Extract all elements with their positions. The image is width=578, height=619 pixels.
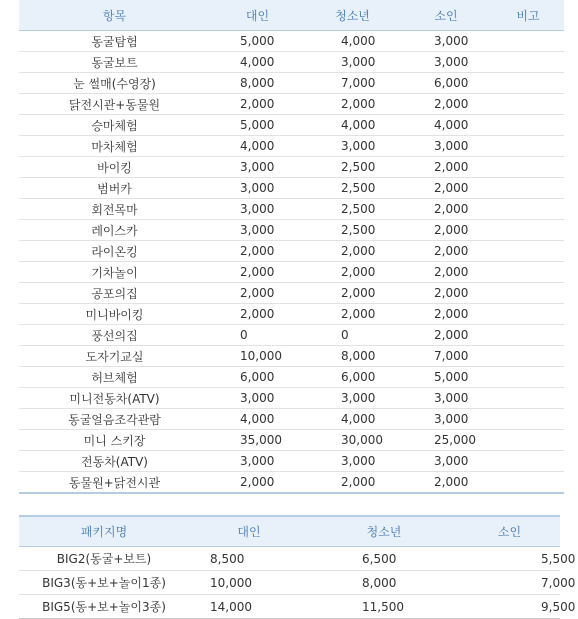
adult-price-cell: 8,500 bbox=[189, 547, 309, 571]
table-row bbox=[19, 451, 564, 472]
item-name-cell: 승마체험 bbox=[19, 115, 210, 136]
child-price-cell: 2,000 bbox=[400, 199, 492, 220]
table-row bbox=[19, 430, 564, 451]
child-price-cell: 2,000 bbox=[400, 157, 492, 178]
adult-price-cell: 0 bbox=[210, 325, 305, 346]
child-price-cell: 2,000 bbox=[400, 220, 492, 241]
child-price-cell: 5,500 bbox=[459, 547, 560, 571]
child-price-cell: 25,000 bbox=[400, 430, 492, 451]
child-price-cell: 2,000 bbox=[400, 94, 492, 115]
table-row bbox=[19, 571, 560, 595]
table-row bbox=[19, 283, 564, 304]
adult-price-cell: 2,000 bbox=[210, 94, 305, 115]
youth-price-cell: 2,500 bbox=[305, 220, 400, 241]
item-name-cell: 눈 썰매(수영장) bbox=[19, 73, 210, 94]
adult-price-cell: 2,000 bbox=[210, 262, 305, 283]
child-price-cell: 2,000 bbox=[400, 178, 492, 199]
header-adult: 대인 bbox=[210, 0, 305, 31]
item-name-cell: 닭전시관+동물원 bbox=[19, 94, 210, 115]
table-row bbox=[19, 199, 564, 220]
adult-price-cell: 3,000 bbox=[210, 199, 305, 220]
table-row bbox=[19, 178, 564, 199]
note-cell bbox=[492, 346, 564, 367]
child-price-cell: 2,000 bbox=[400, 304, 492, 325]
header-package-name: 패키지명 bbox=[19, 516, 189, 547]
child-price-cell: 2,000 bbox=[434, 475, 469, 489]
table-row bbox=[19, 262, 564, 283]
child-price-cell: 7,000 bbox=[459, 571, 560, 595]
note-cell bbox=[492, 472, 564, 494]
child-price-cell: 3,000 bbox=[400, 136, 492, 157]
youth-price-cell: 2,500 bbox=[305, 199, 400, 220]
youth-price-cell: 2,000 bbox=[305, 262, 400, 283]
youth-price-cell: 4,000 bbox=[305, 409, 400, 430]
table-row bbox=[19, 547, 560, 571]
item-name-cell: 미니바이킹 bbox=[19, 304, 210, 325]
table-row bbox=[19, 157, 564, 178]
child-price-cell: 2,000 bbox=[400, 283, 492, 304]
table-row bbox=[19, 346, 564, 367]
item-name-cell: 동굴탐험 bbox=[19, 31, 210, 52]
youth-price-cell: 6,500 bbox=[309, 547, 459, 571]
note-cell bbox=[492, 115, 564, 136]
table-row bbox=[19, 31, 564, 52]
youth-price-cell: 2,500 bbox=[305, 157, 400, 178]
adult-price-cell: 2,000 bbox=[210, 241, 305, 262]
item-name-cell: 허브체험 bbox=[19, 367, 210, 388]
youth-price-cell: 3,000 bbox=[305, 136, 400, 157]
note-cell bbox=[492, 136, 564, 157]
header-adult: 대인 bbox=[189, 516, 309, 547]
item-name-cell: 미니 스키장 bbox=[19, 430, 210, 451]
header-child: 소인 bbox=[459, 516, 560, 547]
adult-price-cell: 10,000 bbox=[210, 346, 305, 367]
youth-price-cell: 0 bbox=[305, 325, 400, 346]
child-price-cell: 6,000 bbox=[400, 73, 492, 94]
table-row bbox=[19, 595, 560, 619]
package-name-cell: BIG2(동굴+보트) bbox=[19, 547, 189, 571]
child-price-cell: 7,000 bbox=[400, 346, 492, 367]
adult-price-cell: 4,000 bbox=[210, 136, 305, 157]
item-name-cell: 동굴얼음조각관람 bbox=[19, 409, 210, 430]
adult-price-cell: 4,000 bbox=[210, 409, 305, 430]
table-row bbox=[19, 136, 564, 157]
item-name-cell: 동굴보트 bbox=[19, 52, 210, 73]
adult-price-cell: 3,000 bbox=[210, 157, 305, 178]
adult-price-cell: 10,000 bbox=[189, 571, 309, 595]
youth-price-cell: 2,000 bbox=[305, 304, 400, 325]
adult-price-cell: 5,000 bbox=[210, 31, 305, 52]
header-note: 비고 bbox=[492, 0, 564, 31]
youth-price-cell: 7,000 bbox=[305, 73, 400, 94]
adult-price-cell: 8,000 bbox=[210, 73, 305, 94]
item-name-cell: 풍선의집 bbox=[19, 325, 210, 346]
youth-price-cell: 2,000 bbox=[305, 241, 400, 262]
note-cell bbox=[492, 325, 564, 346]
header-child: 소인 bbox=[400, 0, 492, 31]
header-item: 항목 bbox=[19, 0, 210, 31]
item-name-cell: 미니전동차(ATV) bbox=[19, 388, 210, 409]
adult-price-cell: 2,000 bbox=[240, 475, 275, 489]
note-cell bbox=[492, 94, 564, 115]
note-cell bbox=[492, 31, 564, 52]
adult-price-cell: 3,000 bbox=[210, 178, 305, 199]
note-cell bbox=[492, 451, 564, 472]
youth-price-cell: 4,000 bbox=[305, 31, 400, 52]
note-cell bbox=[492, 409, 564, 430]
adult-price-cell: 5,000 bbox=[210, 115, 305, 136]
youth-price-cell: 11,500 bbox=[309, 595, 459, 619]
item-name-cell: 도자기교실 bbox=[19, 346, 210, 367]
child-price-cell: 9,500 bbox=[459, 595, 560, 619]
youth-price-cell: 3,000 bbox=[305, 388, 400, 409]
header-youth: 청소년 bbox=[305, 0, 400, 31]
table-row bbox=[19, 304, 564, 325]
youth-price-cell: 8,000 bbox=[309, 571, 459, 595]
package-table-body bbox=[19, 547, 576, 619]
adult-price-cell: 14,000 bbox=[189, 595, 309, 619]
child-price-cell: 3,000 bbox=[400, 409, 492, 430]
table-row bbox=[19, 94, 564, 115]
adult-price-cell: 4,000 bbox=[210, 52, 305, 73]
price-table bbox=[19, 0, 564, 494]
note-cell bbox=[492, 241, 564, 262]
note-cell bbox=[492, 199, 564, 220]
adult-price-cell: 3,000 bbox=[210, 451, 305, 472]
youth-price-cell: 2,000 bbox=[305, 283, 400, 304]
header-youth: 청소년 bbox=[309, 516, 459, 547]
child-price-cell: 3,000 bbox=[400, 388, 492, 409]
youth-price-cell: 8,000 bbox=[305, 346, 400, 367]
item-name-cell: 전동차(ATV) bbox=[19, 451, 210, 472]
table-row bbox=[19, 115, 564, 136]
note-cell bbox=[492, 157, 564, 178]
adult-price-cell: 2,000 bbox=[210, 304, 305, 325]
adult-price-cell: 3,000 bbox=[210, 220, 305, 241]
adult-price-cell: 3,000 bbox=[210, 388, 305, 409]
item-name-cell: 범버카 bbox=[19, 178, 210, 199]
note-cell bbox=[492, 283, 564, 304]
note-cell bbox=[492, 52, 564, 73]
note-cell bbox=[492, 178, 564, 199]
table-row bbox=[19, 52, 564, 73]
item-name-cell: 기차놀이 bbox=[19, 262, 210, 283]
note-cell bbox=[492, 430, 564, 451]
price-table-header bbox=[19, 0, 564, 31]
youth-price-cell: 2,000 bbox=[305, 94, 400, 115]
package-name-cell: BIG5(동+보+놀이3종) bbox=[19, 595, 189, 619]
table-row bbox=[19, 472, 564, 494]
item-name-cell: 동물원+닭전시관 bbox=[68, 475, 161, 490]
youth-price-cell: 3,000 bbox=[305, 52, 400, 73]
note-cell bbox=[492, 220, 564, 241]
item-name-cell: 바이킹 bbox=[19, 157, 210, 178]
table-row bbox=[19, 325, 564, 346]
note-cell bbox=[492, 367, 564, 388]
package-table-header bbox=[19, 516, 560, 547]
youth-price-cell: 2,000 bbox=[341, 475, 376, 489]
youth-price-cell: 4,000 bbox=[305, 115, 400, 136]
note-cell bbox=[492, 262, 564, 283]
youth-price-cell: 6,000 bbox=[305, 367, 400, 388]
item-name-cell: 레이스카 bbox=[19, 220, 210, 241]
child-price-cell: 2,000 bbox=[400, 262, 492, 283]
youth-price-cell: 30,000 bbox=[305, 430, 400, 451]
package-name-cell: BIG3(동+보+놀이1종) bbox=[19, 571, 189, 595]
child-price-cell: 2,000 bbox=[400, 325, 492, 346]
note-cell bbox=[492, 73, 564, 94]
table-row bbox=[19, 73, 564, 94]
youth-price-cell: 2,500 bbox=[305, 178, 400, 199]
adult-price-cell: 2,000 bbox=[210, 283, 305, 304]
note-cell bbox=[492, 304, 564, 325]
item-name-cell: 회전목마 bbox=[19, 199, 210, 220]
table-row bbox=[19, 409, 564, 430]
table-row bbox=[19, 388, 564, 409]
child-price-cell: 3,000 bbox=[400, 31, 492, 52]
adult-price-cell: 6,000 bbox=[210, 367, 305, 388]
item-name-cell: 마차체험 bbox=[19, 136, 210, 157]
table-row bbox=[19, 241, 564, 262]
adult-price-cell: 35,000 bbox=[210, 430, 305, 451]
child-price-cell: 3,000 bbox=[400, 451, 492, 472]
child-price-cell: 2,000 bbox=[400, 241, 492, 262]
child-price-cell: 4,000 bbox=[400, 115, 492, 136]
child-price-cell: 5,000 bbox=[400, 367, 492, 388]
package-table bbox=[19, 515, 576, 619]
item-name-cell: 라이온킹 bbox=[19, 241, 210, 262]
child-price-cell: 3,000 bbox=[400, 52, 492, 73]
note-cell bbox=[492, 388, 564, 409]
table-row bbox=[19, 220, 564, 241]
price-table-body bbox=[19, 31, 564, 494]
item-name-cell: 공포의집 bbox=[19, 283, 210, 304]
table-row bbox=[19, 367, 564, 388]
youth-price-cell: 3,000 bbox=[305, 451, 400, 472]
